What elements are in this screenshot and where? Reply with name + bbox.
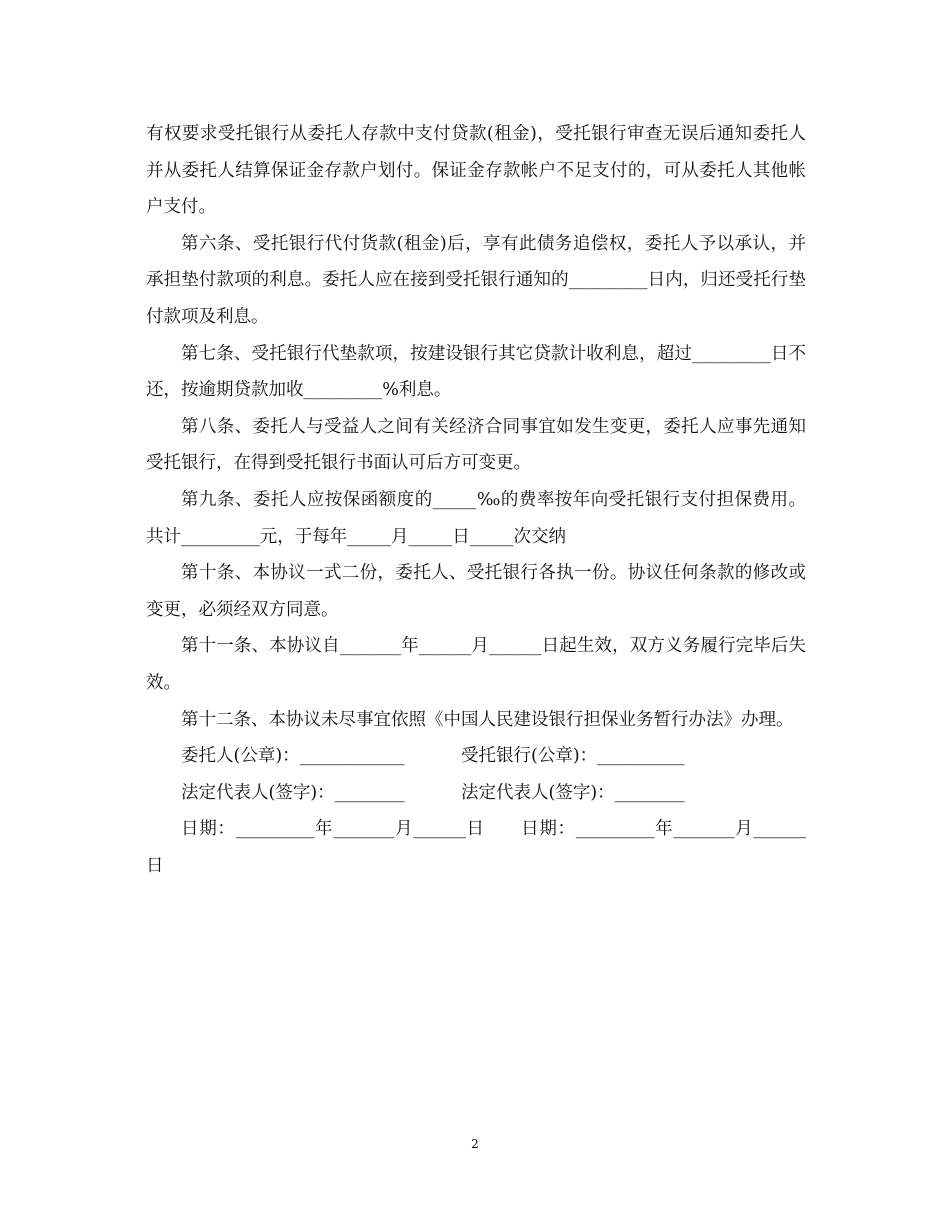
bank-seal-field: 受托银行(公章)：__________ [461,746,685,767]
paragraph-article-9: 第九条、委托人应按保函额度的_____‰的费率按年向受托银行支付担保费用。共计_________元，于每年_____月_____日_____次交纳 [146,489,806,547]
signature-row-seal [146,738,806,775]
paragraph-continuation: 有权要求受托银行从委托人存款中支付贷款(租金)，受托银行审查无误后通知委托人并从委托人结算保证金存款户划付。保证金存款帐户不足支付的，可从委托人其他帐户支付。 [146,124,806,218]
paragraph-article-11: 第十一条、本协议自_______年______月______日起生效，双方义务履行完毕后失效。 [146,636,806,693]
paragraph-article-10: 第十条、本协议一式二份，委托人、受托银行各执一份。协议任何条款的修改或变更，必须经双方同意。 [146,563,806,620]
date-line: 日期：_________年_______月______日 日期：_________年_______月______日 [146,819,806,876]
page-number: 2 [471,1137,479,1151]
paragraph-article-6: 第六条、受托银行代付货款(租金)后，享有此债务追偿权，委托人予以承认，并承担垫付款项的利息。委托人应在接到受托银行通知的_________日内，归还受托行垫付款项及利息。 [146,233,806,327]
paragraph-article-8: 第八条、委托人与受益人之间有关经济合同事宜如发生变更，委托人应事先通知受托银行，在得到受托银行书面认可后方可变更。 [146,416,806,474]
paragraph-article-7: 第七条、受托银行代垫款项，按建设银行其它贷款计收利息，超过_________日不还，按逾期贷款加收_________%利息。 [146,343,806,401]
client-seal-field: 委托人(公章)：____________ [181,746,405,767]
client-representative-field: 法定代表人(签字)：________ [181,782,405,803]
paragraph-article-12: 第十二条、本协议未尽事宜依照《中国人民建设银行担保业务暂行办法》办理。 [181,709,794,730]
signature-row-representative [146,775,806,812]
document-body [146,116,806,884]
bank-representative-field: 法定代表人(签字)：________ [461,782,685,803]
signature-block [146,738,806,884]
